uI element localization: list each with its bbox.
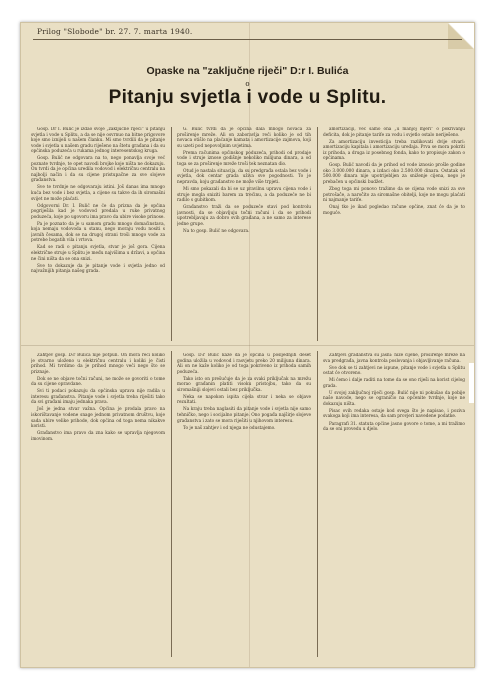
paragraph: Mi smo pokazali da bi se uz pravilnu upravu cijena vode i struje mogla sniziti barem za trećinu, a da poduzeće ne bi radilo s gubitkom. <box>177 186 311 204</box>
paragraph: Građanstvo traži da se poduzeće stavi pod kontrolu javnosti, da se objavljuju točni računi i da se prihodi upotrebljavaju za dobro svih građana, a ne samo za interese jedne grupe. <box>177 205 311 227</box>
column-rule <box>171 127 172 341</box>
paragraph: Onaj tko je ikad pogledao račune općine, znat će da je to moguće. <box>323 205 465 216</box>
paragraph: Svi ti podaci pokazuju da općinska uprava nije radila u interesu građanstva. Pitanje vode i svjetla treba riješiti tako da svi građani imaju jednaka prava. <box>31 389 165 406</box>
paragraph: Za amortizaciju investicija treba razlikovati dvije stvari: amortizaciju kapitala i amortizaciju uređaja. Prva se mora pokriti iz prihoda, a druga iz posebnog fonda, kako to propisuje zakon o općinama. <box>323 139 465 162</box>
paragraph: Kad se radi o pitanju svjetla, stvar je još gora. Cijena električne struje u Splitu je među najvišima u državi, a općina ne čini ništa da se ona snizi. <box>31 245 165 262</box>
column-5 <box>177 353 311 653</box>
paragraph: Tako isto on prešućuje da je za svaki priključak na mrežu morao građanin platiti visoku pristojbu, tako da su siromašniji slojevi ostali bez priključka. <box>177 376 311 393</box>
paragraph: G. Bulić tvrdi da je općina dala mnogo novaca za proširenje mreže. Ali on zaboravlja reći koliko je od tih novaca otišlo na plaćanje kamata i amortizacije zajmova, koji su uzeti pod nepovoljnim uvjetima. <box>177 127 311 149</box>
horizontal-fold-line <box>21 345 474 346</box>
paragraph: U svojoj zaključnoj riječi gosp. Bulić nije ni pokušao da pobije naše navode, nego se ograničio na općenite tvrdnje, koje ne dokazuju ništa. <box>323 390 465 407</box>
column-rule <box>171 351 172 657</box>
paragraph: Sve te tvrdnje ne odgovaraju istini. Još danas ima mnogo kuća bez vode i bez svjetla, a cijene su takve da ih siromašni svijet ne može plaćati. <box>31 185 165 202</box>
paragraph: Neka se napokon ispita cijela stvar i neka se objave rezultati. <box>177 394 311 406</box>
column-6 <box>323 353 465 653</box>
paragraph: Zahtjev gosp. D:r Bulića nije potpun. On mora reći koliko je stvarno uloženo u električnu centralu i koliki je čisti prihod. Mi tvrdimo da je prihod mnogo veći nego što se priznaje. <box>31 353 165 375</box>
paragraph: Prema računima općinskog poduzeća, prihodi od prodaje vode i struje iznose godišnje nekoliko milijuna dinara, a od toga se za proširenje mreže troši tek neznatan dio. <box>177 150 311 167</box>
paragraph: Dok se ne objave točni računi, ne može se govoriti o tome da su cijene opravdane. <box>31 376 165 388</box>
column-3 <box>323 127 465 337</box>
paragraph: Na to gosp. Bulić ne odgovara. <box>183 228 250 234</box>
paragraph: Na kraju treba naglasiti da pitanje vode i svjetla nije samo tehničko, nego i socijalno pitanje. Ono pogađa najširje slojeve građanstva i zato se mora riješiti u njihovom interesu. <box>177 407 311 424</box>
supplement-header: Prilog "Slobode" br. 27. 7. marta 1940. <box>37 27 193 36</box>
paragraph: Zbog toga mi ponovo tražimo da se cijena vode snizi za sve potrošače, a naročito za siromašne obitelji, koje ne mogu plaćati ni najmanje tarife. <box>323 186 465 204</box>
torn-edge <box>464 363 474 403</box>
paragraph: Paragrafi 31. statuta općine jasno govore o tome, a mi tražimo da se oni provedu u djelo. <box>323 421 465 433</box>
paragraph: Odgovorni Dr. I. Bulić ne će da prizna da je općina pogriješila kad je vodovod predala u ruke privatnog poduzeća, koje po ugovoru ima pravo da ubire visoke prinose. <box>31 203 165 220</box>
paragraph: Gosp. Dr I. Bulić je izdao svoje „zaključne riječi“ u pitanju svjetla i vode u Splitu, a da se nije osvrnuo na bitne prigovore koje smo iznijeli u našem članku. Mi smo tvrdili da je pitanje vode i svjetla u našem gradu riješeno na štetu građana i da su općinska poduzeća u rukama jednog interesentskog kruga. <box>31 127 165 155</box>
paragraph: Sve to dokazuje da je pitanje vode i svjetla jedno od najvažnijih pitanja našeg grada. <box>31 263 165 275</box>
paragraph: Pisac ovih redaka ostaje kod svega što je napisao, i poziva svakoga koji ima interesa, da sam provjeri navedene podatke. <box>323 408 465 420</box>
paragraph: Sve dok se ti zahtjevi ne ispune, pitanje vode i svjetla u Splitu ostat će otvoreno. <box>323 365 465 377</box>
paragraph: Gosp. Bulić navodi da je prihod od vode iznosio prošle godine oko 3.000.000 dinara, a izdaci oko 2.500.000 dinara. Ostatak od 500.000 dinara nije upotrijebljen za sniženje cijena, nego je prebačen u općinski budžet. <box>323 163 465 185</box>
header-rule <box>33 39 462 40</box>
newspaper-page <box>20 22 475 668</box>
column-4 <box>31 353 165 653</box>
paragraph: Gosp. Bulić ne odgovara na to, nego ponavlja svoje već poznate tvrdnje, te opet navodi brojke koje ništa ne dokazuju. On tvrdi da je općina uredila vodovod i električnu centralu na najbolji način i da su cijene pristupačne za sve slojeve građanstva. <box>31 156 165 184</box>
article-subtitle: Opaske na "zaključne riječi" D:r I. Bulića <box>146 65 349 77</box>
paragraph: amortizaciji, već samo ona „u manjoj mjeri“ o pokrivanju deficita, dok je pitanje tarife za vodu i svjetlo ostalo neriješeno. <box>323 127 465 138</box>
paragraph: Građanstvo ima pravo da zna kako se upravlja njegovom imovinom. <box>31 431 165 442</box>
paragraph: To je naš zahtjev i od njega ne odustajemo. <box>183 425 276 431</box>
column-rule <box>317 351 318 657</box>
paragraph: Mi ćemo i dalje raditi na tome da se ono riješi na korist cijelog grada. <box>323 378 465 389</box>
column-rule <box>317 127 318 341</box>
paragraph: Otud je nastala situacija, da su predgrađa ostala bez vode i svjetla, dok centar grada uživa sve pogodnosti. To je nepravda, koju građanstvo ne može više trpjeti. <box>177 168 311 185</box>
paragraph: Još je jedna stvar važna. Općina je prodala pravo na iskorištavanje vodene snage jednom privatnom društvu, koje sada ubire velike prihode, dok općina od toga nema nikakve koristi. <box>31 407 165 430</box>
paragraph: Gosp. D:r Bulić kaže da je općina u posljednjih deset godina uložila u vodovod i rasvjetu preko 20 milijuna dinara. Ali on ne kaže koliko je od toga pokriveno iz prihoda samih poduzeća. <box>177 353 311 375</box>
title-separator: o <box>245 80 250 88</box>
column-1 <box>31 127 165 337</box>
paragraph: Pa je poznato da je u samom gradu mnogo domaćinstava, koja nemaju vodovoda u stanu, nego moraju vodu nositi s javnih česama, dok se na drugoj strani troši mnogo vode za potrebe bogatih vila i vrtova. <box>31 221 165 244</box>
column-2 <box>177 127 311 337</box>
article-title: Pitanju svjetla i vode u Splitu. <box>108 87 387 108</box>
paragraph: Zahtjevi građanstva su jasni: niže cijene, proširenje mreže na sva predgrađa, javna kontrola poslovanja i objavljivanje računa. <box>323 353 465 364</box>
